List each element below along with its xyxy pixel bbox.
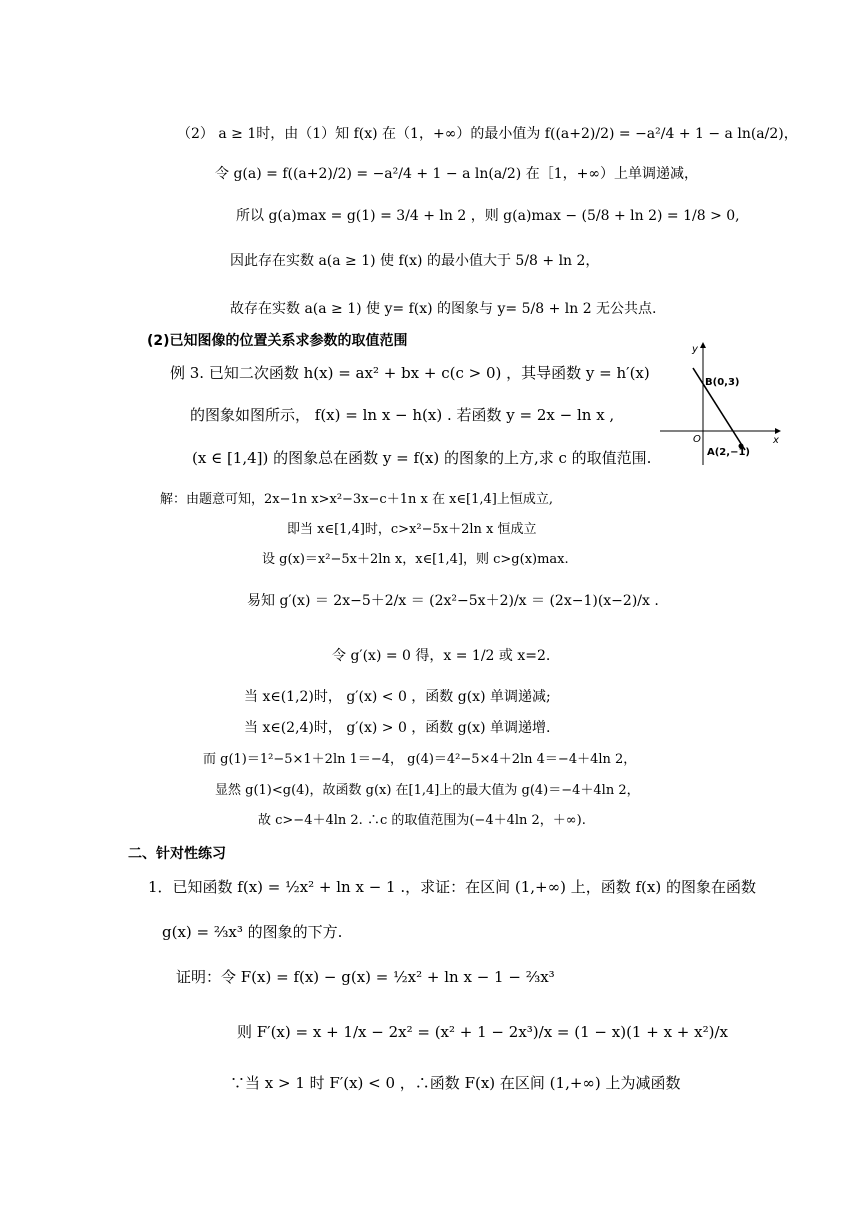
question1-line2: g(x) = ⅔x³ 的图象的下方. xyxy=(162,923,343,941)
solution-line4: 易知 g′(x) ＝ 2x−5＋2/x ＝ (2x²−5x＋2)/x ＝ (2x−1)(x−2)/x . xyxy=(247,593,659,609)
part2-line1: （2） a ≥ 1时，由（1）知 f(x) 在（1，+∞）的最小值为 f((a+2)/2) = −a²/4 + 1 − a ln(a/2)， xyxy=(177,126,798,142)
proof-line1: 证明：令 F(x) = f(x) − g(x) = ½x² + ln x − 1 − ⅔x³ xyxy=(176,968,555,986)
axis-y-label: y xyxy=(692,344,698,355)
proof-line3: ∵当 x > 1 时 F′(x) < 0 ，∴函数 F(x) 在区间 (1,+∞) 上为减函数 xyxy=(230,1074,681,1092)
solution-line3: 设 g(x)＝x²−5x＋2ln x，x∈[1,4]，则 c>g(x)max. xyxy=(262,552,569,567)
solution-line2: 即当 x∈[1,4]时，c>x²−5x＋2ln x 恒成立 xyxy=(287,522,537,537)
solution-line10: 故 c>−4＋4ln 2. ∴c 的取值范围为(−4＋4ln 2，＋∞). xyxy=(258,813,586,828)
solution-line7: 当 x∈(2,4)时， g′(x) > 0 ，函数 g(x) 单调递增. xyxy=(244,720,551,736)
question1-line1: 1．已知函数 f(x) = ½x² + ln x − 1 .，求证：在区间 (1,+∞) 上，函数 f(x) 的图象在函数 xyxy=(148,878,756,896)
origin-label: O xyxy=(693,434,701,445)
part2-line5: 故存在实数 a(a ≥ 1) 使 y= f(x) 的图象与 y= 5/8 + ln 2 无公共点. xyxy=(230,301,657,317)
solution-line6: 当 x∈(1,2)时， g′(x) < 0 ，函数 g(x) 单调递减; xyxy=(244,689,551,705)
derivative-graph-figure xyxy=(655,340,785,470)
point-b-label: B(0,3) xyxy=(705,377,740,388)
solution-line1: 解：由题意可知，2x−1n x>x²−3x−c＋1n x 在 x∈[1,4]上恒成立, xyxy=(160,492,553,507)
point-a-label: A(2,−1) xyxy=(707,447,750,458)
section-heading-position-relation: (2)已知图像的位置关系求参数的取值范围 xyxy=(147,333,408,349)
x-axis-arrow-icon xyxy=(775,428,781,434)
solution-line8: 而 g(1)＝1²−5×1＋2ln 1＝−4， g(4)＝4²−5×4＋2ln 4＝−4＋4ln 2， xyxy=(203,752,637,767)
y-axis-arrow-icon xyxy=(700,342,706,348)
proof-line2: 则 F′(x) = x + 1/x − 2x² = (x² + 1 − 2x³)/x = (1 − x)(1 + x + x²)/x xyxy=(237,1023,728,1041)
example3-line3: (x ∈ [1,4]) 的图象总在函数 y = f(x) 的图象的上方,求 c 的取值范围. xyxy=(192,449,652,467)
part2-line3: 所以 g(a)max = g(1) = 3/4 + ln 2 ，则 g(a)max − (5/8 + ln 2) = 1/8 > 0, xyxy=(236,208,740,224)
example3-line1: 例 3. 已知二次函数 h(x) = ax² + bx + c(c > 0) ，其导函数 y = h′(x) xyxy=(170,364,650,382)
solution-line9: 显然 g(1)<g(4)，故函数 g(x) 在[1,4]上的最大值为 g(4)＝−4＋4ln 2， xyxy=(215,783,640,798)
example3-line2: 的图象如图所示， f(x) = ln x − h(x) . 若函数 y = 2x − ln x , xyxy=(190,406,615,424)
part2-line4: 因此存在实数 a(a ≥ 1) 使 f(x) 的最小值大于 5/8 + ln 2， xyxy=(230,253,600,269)
part2-line2: 令 g(a) = f((a+2)/2) = −a²/4 + 1 − a ln(a/2) 在［1，+∞）上单调递减， xyxy=(215,166,698,182)
solution-line5: 令 g′(x) = 0 得，x = 1/2 或 x=2. xyxy=(332,648,551,664)
axis-x-label: x xyxy=(773,435,779,446)
section-heading-practice: 二、针对性练习 xyxy=(128,846,226,862)
